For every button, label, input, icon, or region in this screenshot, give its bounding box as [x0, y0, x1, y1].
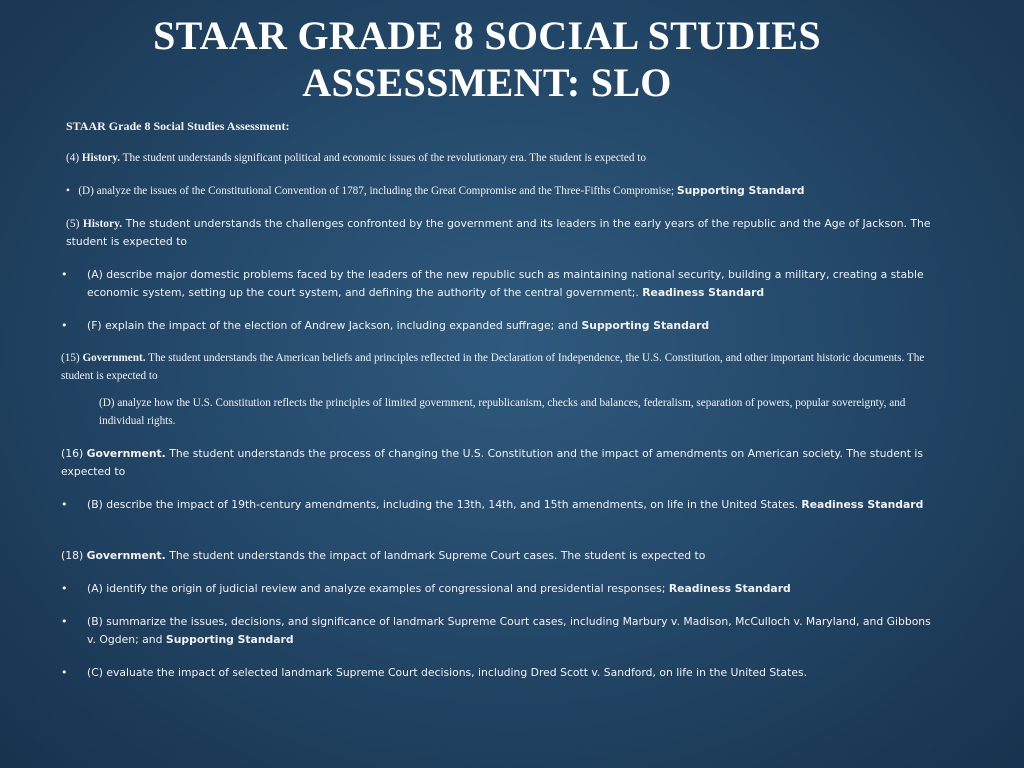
intro-heading: STAAR Grade 8 Social Studies Assessment:	[66, 119, 290, 133]
list-item: • (A) describe major domestic problems faced by the leaders of the new republic such as maintaining national security, building a military, creating a stable economic system, setting up the court system, and defining the authority of the central government;. Readiness Standard	[61, 268, 924, 299]
bullet-glyph: •	[61, 268, 68, 281]
standard-badge: Supporting Standard	[581, 319, 710, 332]
bullet-glyph: •	[61, 666, 68, 679]
bullet-glyph: •	[66, 185, 70, 197]
slide-title	[0, 12, 974, 106]
standard-badge: Readiness Standard	[668, 582, 791, 595]
standard-badge: Supporting Standard	[676, 184, 805, 197]
list-item: • (F) explain the impact of the election of Andrew Jackson, including expanded suffrage; and Supporting Standard	[61, 317, 931, 335]
list-item: • (C) evaluate the impact of selected landmark Supreme Court decisions, including Dred Scott v. Sandford, on life in the United States.	[61, 664, 931, 682]
bullet-glyph: •	[61, 615, 68, 628]
standard-badge: Readiness Standard	[642, 286, 765, 299]
title-line-2: ASSESSMENT: SLO	[302, 60, 672, 105]
section-18-heading: (18) Government. The student understands the impact of landmark Supreme Court cases. The student is expected to	[61, 549, 706, 562]
section-5-heading: (5) History. The student understands the challenges confronted by the government and its leaders in the early years of the republic and the Age of Jackson. The student is expected to	[66, 217, 931, 248]
list-item: • (B) summarize the issues, decisions, and significance of landmark Supreme Court cases, including Marbury v. Madison, McCulloch v. Maryland, and Gibbons v. Ogden; and Supporting Standard	[61, 615, 931, 646]
bullet-glyph: •	[61, 582, 68, 595]
list-item: • (A) identify the origin of judicial review and analyze examples of congressional and presidential responses; Readiness Standard	[61, 580, 931, 598]
bullet-glyph: •	[61, 498, 68, 511]
section-4-heading: (4) History. The student understands significant political and economic issues of the revolutionary era. The student is expected to	[66, 152, 646, 164]
list-item: • (D) analyze the issues of the Constitutional Convention of 1787, including the Great Compromise and the Three-Fifths Compromise; Supporting Standard	[66, 184, 805, 197]
list-item: • (B) describe the impact of 19th-century amendments, including the 13th, 14th, and 15th amendments, on life in the United States. Readiness Standard	[61, 496, 931, 514]
section-16-heading: (16) Government. The student understands the process of changing the U.S. Constitution and the impact of amendments on American society. The student is expected to	[61, 447, 924, 478]
section-15-heading: (15) Government. The student understands the American beliefs and principles reflected in the Declaration of Independence, the U.S. Constitution, and other important historic documents. The student is expected to	[61, 352, 925, 382]
standard-badge: Readiness Standard	[801, 498, 924, 511]
bullet-glyph: •	[61, 319, 68, 332]
title-line-1: STAAR GRADE 8 SOCIAL STUDIES	[153, 13, 821, 58]
list-item: (D) analyze how the U.S. Constitution reflects the principles of limited government, republicanism, checks and balances, federalism, separation of powers, popular sovereignty, and individual rights.	[99, 397, 906, 427]
standard-badge: Supporting Standard	[165, 633, 294, 646]
